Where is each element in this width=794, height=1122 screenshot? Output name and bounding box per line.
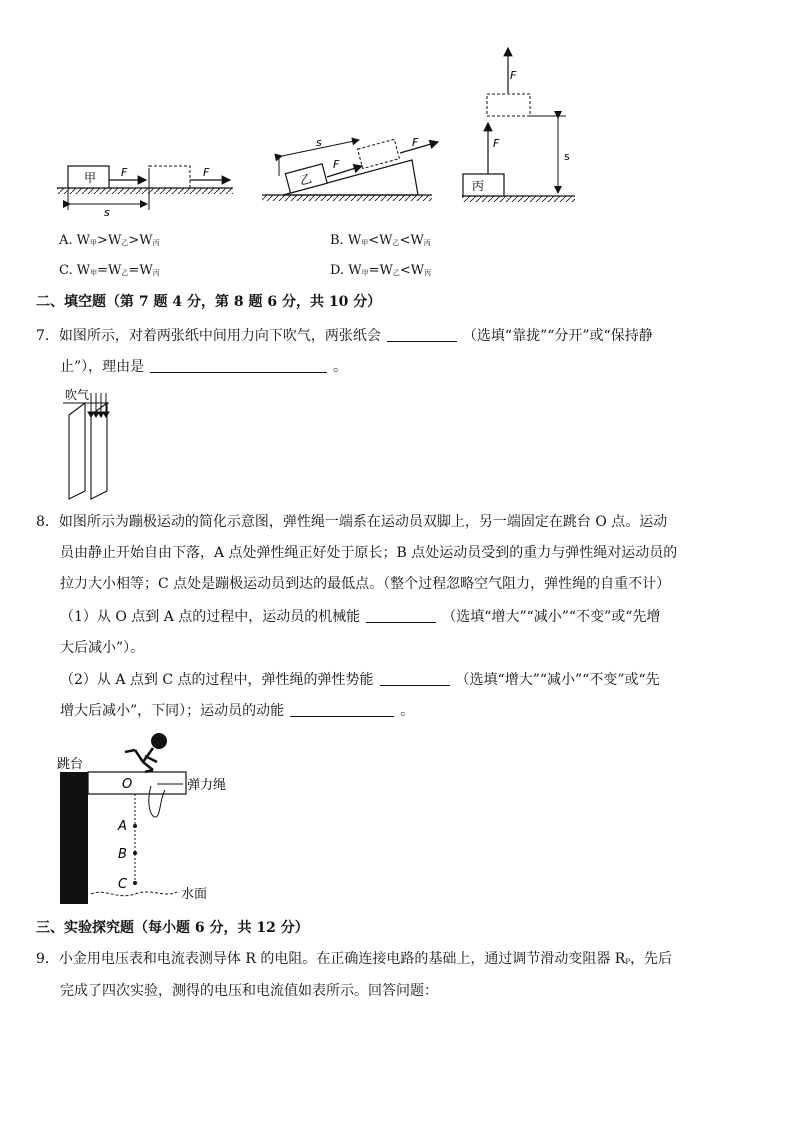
option-C-sub3: 丙 [152,269,160,277]
option-D-sub2: 乙 [392,269,400,277]
option-B-op1: < [368,233,380,248]
q8-p2-text-a: （2）从 A 点到 C 点的过程中，弹性绳的弹性势能 [60,672,374,688]
blow-label: 吹气 [65,388,90,402]
q8-p2-text-b: （选填“增大”“减小”“不变”或“先 [455,672,660,688]
q7-blank-2[interactable] [150,358,327,373]
blow-arrows [88,393,109,417]
option-D-sub3: 丙 [424,269,432,277]
block-bing-label: 丙 [472,179,485,193]
distance-bing-label: s [564,150,570,163]
option-D-w1: W [348,263,362,278]
force-bing-label: F [493,137,500,150]
distance-yi-label: s [316,136,322,149]
platform-label: 跳台 [57,757,84,772]
q8-part-2-cont [60,701,414,721]
option-C-w2: W [108,263,122,278]
option-D [330,263,431,278]
paper-sheets [63,403,109,499]
option-C-w3: W [139,263,153,278]
option-A-op2: > [128,233,140,248]
option-C [59,263,160,278]
option-C-op1: = [97,263,109,278]
q8-p1-text-b: （选填“增大”“减小”“不变”或“先增 [442,609,661,625]
bungee-figure [55,728,255,908]
option-B-sub2: 乙 [392,239,400,247]
q7-text-1a: 7．如图所示，对着两张纸中间用力向下吹气，两张纸会 [36,328,381,344]
option-D-sub1: 甲 [361,269,369,277]
q7-blank-1[interactable] [387,327,457,342]
point-C-label: C [118,877,128,892]
option-A-w2: W [107,233,122,248]
force-bing-label-2: F [510,69,517,82]
force-jia-label-2: F [203,166,210,179]
option-D-w2: W [379,263,393,278]
block-jia-label: 甲 [84,171,97,185]
q8-p2-text-d: 。 [400,703,415,719]
q7-line-1 [36,326,653,346]
q8-p1-text-a: （1）从 O 点到 A 点的过程中，运动员的机械能 [60,609,361,625]
option-B [330,233,431,248]
q8-part-1-cont: 大后减小”）。 [60,640,145,656]
q9-line-2: 完成了四次实验，测得的电压和电流值如表所示。回答问题： [60,983,438,999]
distance-jia-label: s [104,206,110,219]
q9-sub-p: P [625,958,631,966]
option-B-op2: < [399,233,411,248]
block-yi-moved [358,139,400,168]
jumper-icon [125,733,167,772]
option-B-label: B. [330,233,344,248]
q8-line-2: 员由静止开始自由下落，A 点处弹性绳正好处于原长；B 点处运动员受到的重力与弹性绳对运动员的 [60,545,678,561]
option-A-sub3: 丙 [152,239,160,247]
paper-blowing-figure [55,385,125,500]
option-A-op1: > [97,233,108,248]
option-D-label: D. [330,263,345,278]
option-D-op2: < [399,263,411,278]
option-C-sub1: 甲 [90,269,98,277]
q8-part-2 [60,670,660,690]
force-yi-label: F [333,158,340,171]
block-jia-moved [149,166,190,188]
q8-blank-3[interactable] [290,702,394,717]
figure-bing [462,48,575,202]
water-label: 水面 [181,887,208,902]
section-3-title: 三、实验探究题（每小题 6 分，共 12 分） [36,920,309,936]
q7-text-1b: （选填“靠拢”“分开”或“保持静 [462,328,653,344]
option-B-w1: W [347,233,362,248]
point-B-label: B [118,847,127,862]
q8-blank-1[interactable] [366,608,436,623]
platform-pillar [60,772,88,904]
option-C-w1: W [76,263,91,278]
q8-part-1 [60,607,660,627]
section-2-title: 二、填空题（第 7 题 4 分，第 8 题 6 分，共 10 分） [36,294,382,310]
option-B-sub1: 甲 [361,239,369,247]
option-D-w3: W [410,263,425,278]
figure-yi [262,136,438,201]
q8-p2-text-c: 增大后减小”，下同）；运动员的动能 [60,703,285,719]
option-B-w2: W [379,233,393,248]
q8-line-3: 拉力大小相等；C 点处是蹦极运动员到达的最低点。（整个过程忽略空气阻力，弹性绳的自重不计） [60,576,671,592]
option-C-sub2: 乙 [121,269,129,277]
option-A-sub2: 乙 [121,239,129,247]
q9-text-1b: ，先后 [630,951,673,967]
option-A-w3: W [139,233,153,248]
q9-line-1 [36,949,672,972]
q7-line-2 [60,357,347,377]
water-surface [91,892,177,896]
q8-line-1: 8．如图所示为蹦极运动的简化示意图，弹性绳一端系在运动员双脚上，另一端固定在跳台 O 点。运动 [36,514,668,530]
force-yi-label-2: F [412,136,419,149]
option-D-op1: = [368,263,380,278]
work-comparison-figures [0,0,794,235]
option-A-sub1: 甲 [90,239,98,247]
q9-text-1a: 9．小金用电压表和电流表测导体 R 的电阻。在正确连接电路的基础上，通过调节滑动变阻器 R [36,951,626,967]
option-C-label: C. [59,263,73,278]
point-A-label: A [118,819,127,834]
figure-jia [57,166,233,219]
platform-board [88,772,186,794]
q7-text-2b: 。 [333,359,348,375]
point-O-label: O [122,777,133,792]
option-C-op2: = [128,263,140,278]
option-B-w3: W [410,233,424,248]
option-A-label: A. [59,233,73,248]
rope-label: 弹力绳 [187,778,227,793]
block-yi-label: 乙 [297,171,314,188]
option-B-sub3: 丙 [423,239,431,247]
q7-text-2a: 止”），理由是 [60,359,145,375]
q8-blank-2[interactable] [380,671,450,686]
force-jia-label: F [121,166,128,179]
option-A-w1: W [76,233,91,248]
option-A [59,233,160,248]
block-bing-moved [487,94,530,116]
